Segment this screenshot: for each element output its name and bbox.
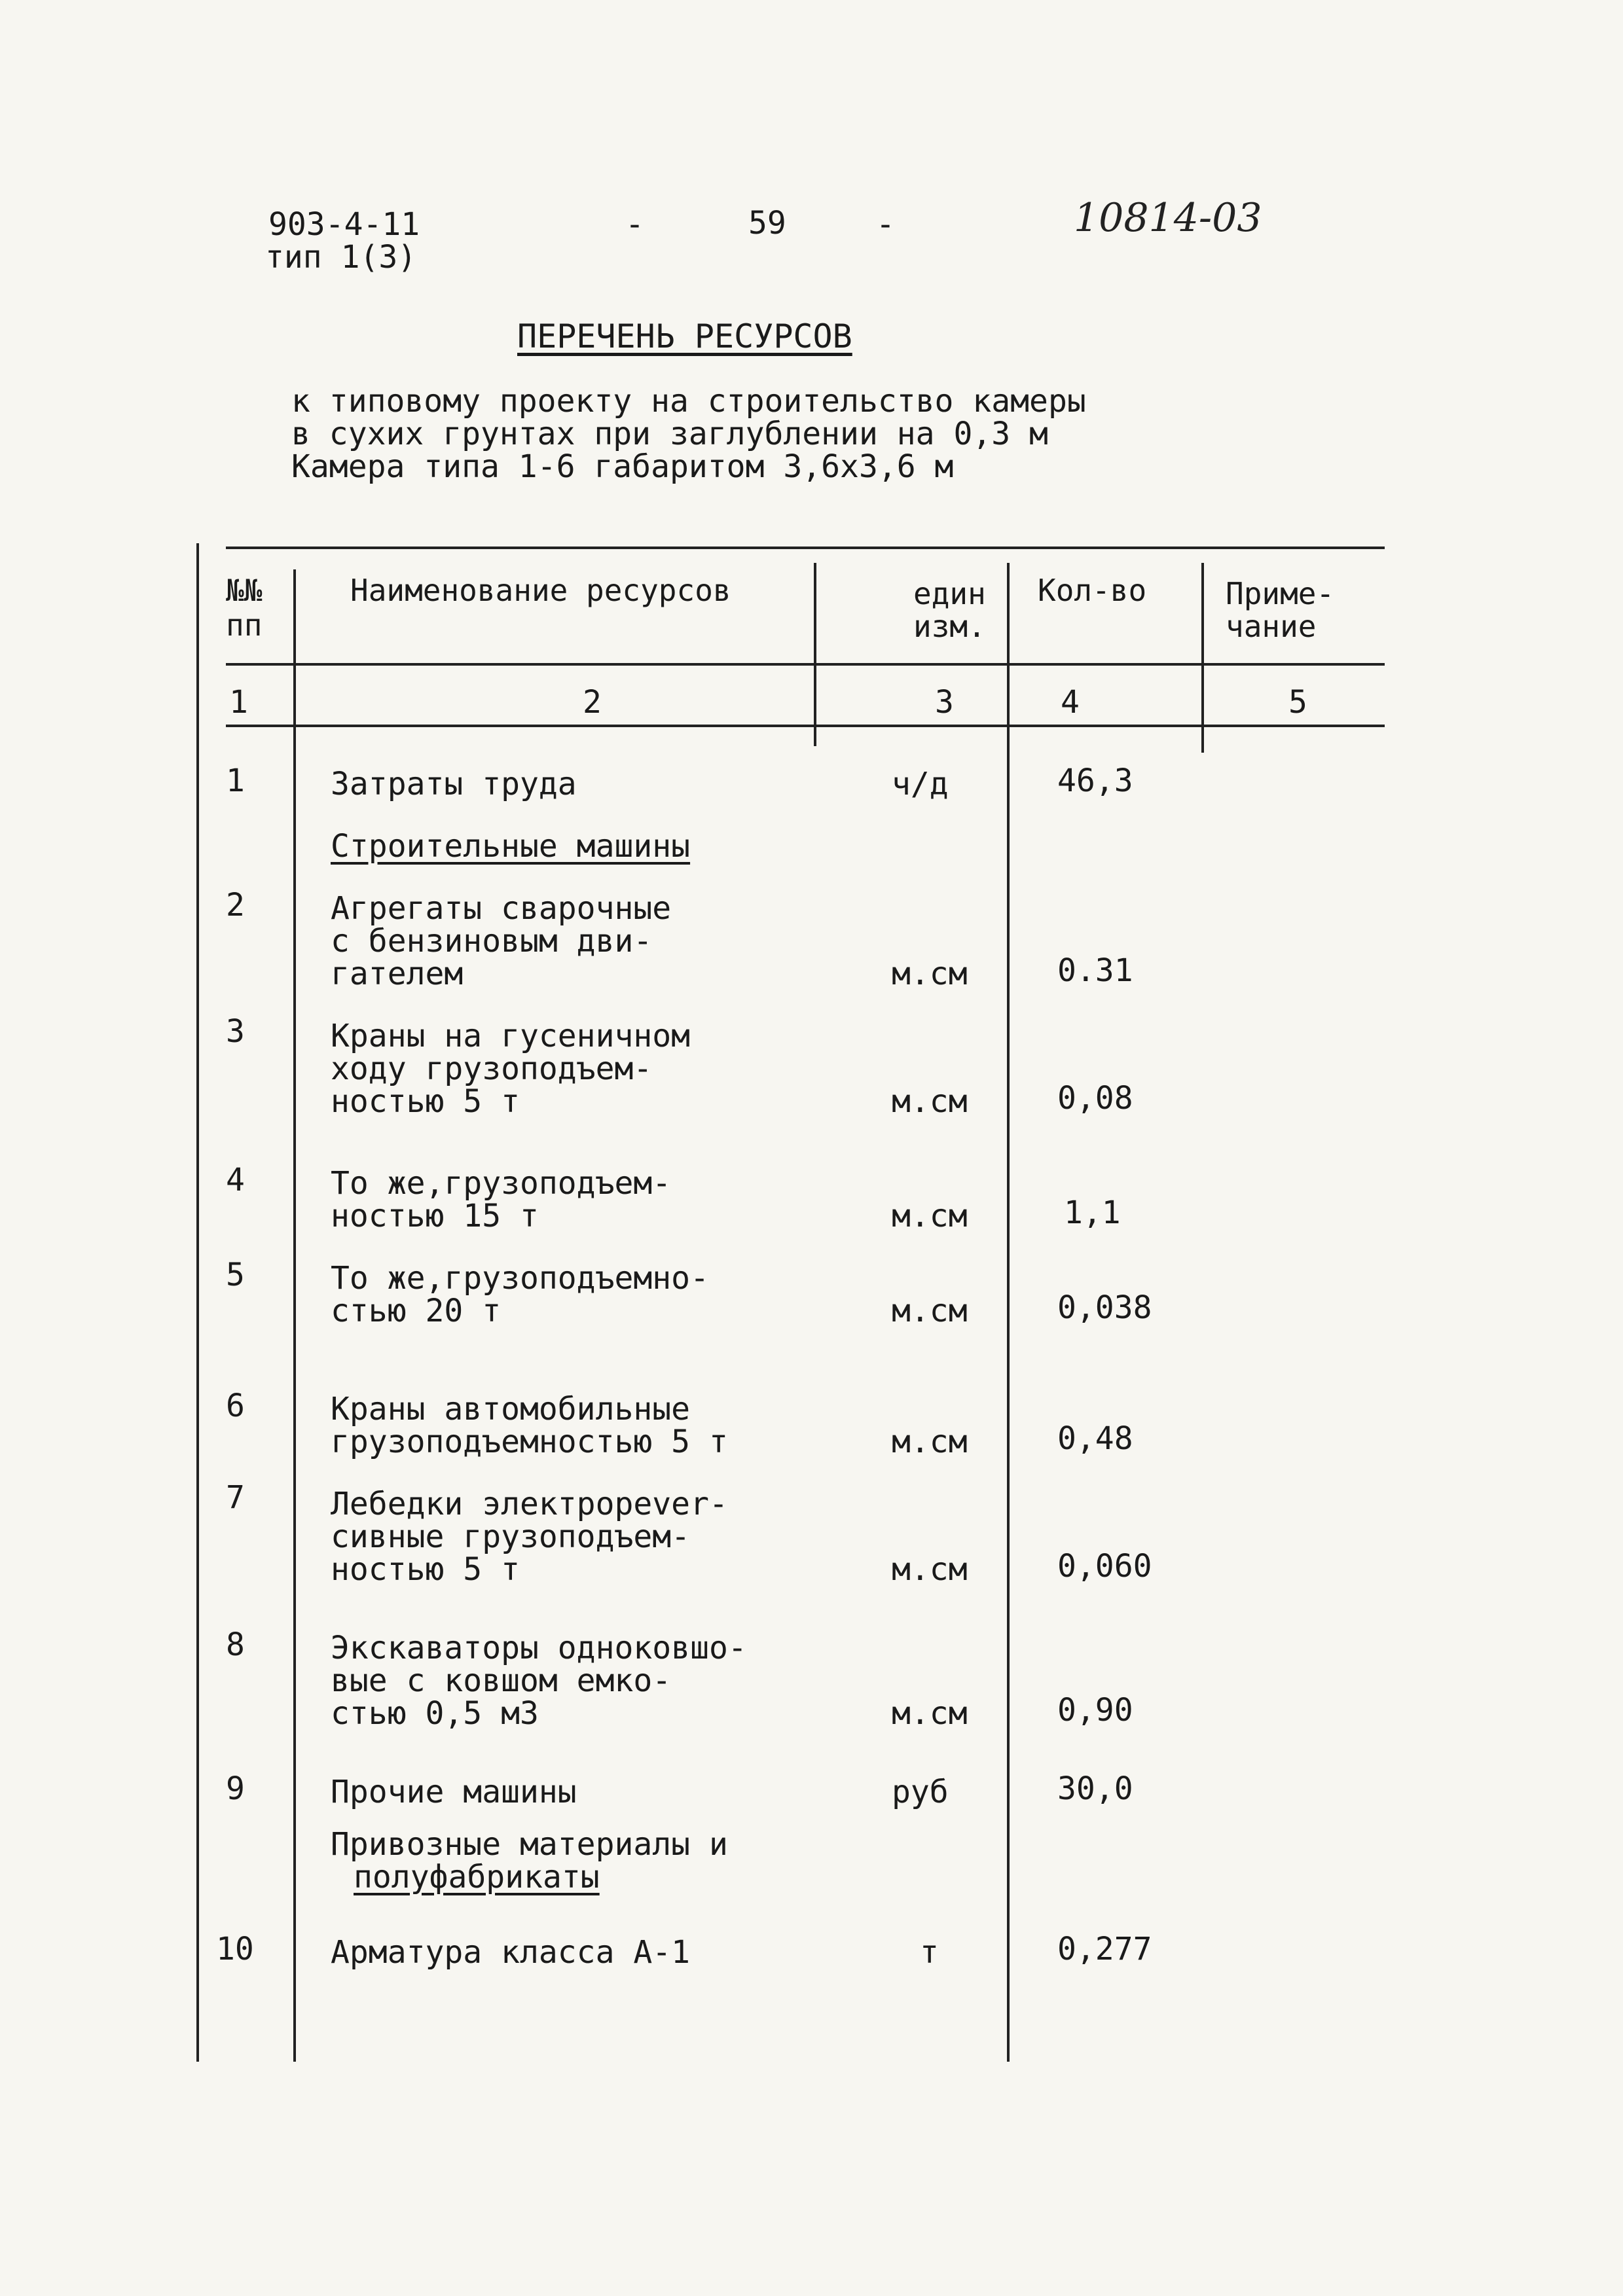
row-7-name-line-2: сивные грузоподъем- xyxy=(331,1518,691,1555)
subtitle-line-1: к типовому проекту на строительство камеры xyxy=(291,383,1086,420)
row-4-qty: 1,1 xyxy=(1064,1194,1121,1231)
header-num-line-2: пп xyxy=(226,607,263,643)
col-divider-2 xyxy=(814,563,816,746)
row-9-num: 9 xyxy=(226,1770,245,1807)
col-divider-1 xyxy=(293,569,296,2062)
header-unit-line-1: един xyxy=(913,576,986,611)
row-8-name-line-2: вые с ковшом емко- xyxy=(331,1662,672,1699)
row-5-name-line-1: То же,грузоподъемно- xyxy=(331,1260,709,1297)
row-8-unit: м.см xyxy=(892,1695,968,1732)
column-number-5: 5 xyxy=(1288,684,1307,721)
row-3-num: 3 xyxy=(226,1013,245,1050)
row-6-name-line-2: грузоподъемностью 5 т xyxy=(331,1424,728,1460)
row-1-unit: ч/д xyxy=(892,766,949,802)
row-7-name-line-1: Лебедки электрорever- xyxy=(331,1486,728,1522)
page-dash-right: - xyxy=(876,206,895,243)
row-3-name-line-1: Краны на гусеничном xyxy=(331,1018,691,1054)
subtitle-line-3: Камера типа 1-6 габаритом 3,6х3,6 м xyxy=(291,448,954,485)
handwritten-number: 10814-03 xyxy=(1074,195,1262,241)
row-3-name-line-2: ходу грузоподъем- xyxy=(331,1050,653,1087)
col-divider-4 xyxy=(1201,563,1204,753)
column-number-3: 3 xyxy=(935,684,954,721)
header-bottom-rule xyxy=(226,663,1385,666)
subtitle-line-2: в сухих грунтах при заглублении на 0,3 м xyxy=(291,416,1048,452)
row-3-name-line-3: ностью 5 т xyxy=(331,1083,520,1120)
row-1-qty: 46,3 xyxy=(1057,762,1133,799)
row-6-name-line-1: Краны автомобильные xyxy=(331,1391,691,1427)
section-heading-machines: Строительные машины xyxy=(331,828,691,865)
header-qty: Кол-во xyxy=(1038,573,1147,608)
section-heading-materials-line-2: полуфабрикаты xyxy=(354,1859,600,1895)
row-5-num: 5 xyxy=(226,1257,245,1293)
header-unit-line-2: изм. xyxy=(913,609,986,644)
row-8-name-line-1: Экскаваторы одноковшо- xyxy=(331,1630,747,1666)
row-7-qty: 0,060 xyxy=(1057,1548,1152,1585)
row-1-num: 1 xyxy=(226,762,245,799)
row-5-name-line-2: стью 20 т xyxy=(331,1293,501,1329)
row-6-num: 6 xyxy=(226,1388,245,1424)
column-number-4: 4 xyxy=(1061,684,1080,721)
row-8-name-line-3: стью 0,5 м3 xyxy=(331,1695,539,1732)
row-8-num: 8 xyxy=(226,1626,245,1663)
header-name: Наименование ресурсов xyxy=(350,573,731,608)
header-note-line-2: чание xyxy=(1226,609,1317,644)
row-3-qty: 0,08 xyxy=(1057,1080,1133,1117)
row-9-unit: руб xyxy=(892,1774,949,1810)
row-5-qty: 0,038 xyxy=(1057,1289,1152,1326)
column-number-2: 2 xyxy=(583,684,602,721)
row-9-qty: 30,0 xyxy=(1057,1770,1133,1807)
row-4-name-line-1: То же,грузоподъем- xyxy=(331,1165,672,1202)
row-3-unit: м.см xyxy=(892,1083,968,1120)
row-9-name: Прочие машины xyxy=(331,1774,577,1810)
row-7-num: 7 xyxy=(226,1479,245,1516)
row-10-name: Арматура класса А-1 xyxy=(331,1934,691,1971)
header-note-line-1: Приме- xyxy=(1226,576,1335,611)
col-divider-3 xyxy=(1007,563,1010,2062)
column-number-1: 1 xyxy=(229,684,248,721)
row-4-unit: м.см xyxy=(892,1198,968,1234)
row-2-num: 2 xyxy=(226,887,245,924)
row-2-name-line-2: с бензиновым дви- xyxy=(331,923,653,960)
row-6-qty: 0,48 xyxy=(1057,1420,1133,1457)
row-7-name-line-3: ностью 5 т xyxy=(331,1551,520,1588)
row-4-name-line-2: ностью 15 т xyxy=(331,1198,539,1234)
row-2-name-line-3: гателем xyxy=(331,956,464,992)
row-7-unit: м.см xyxy=(892,1551,968,1588)
page-title: ПЕРЕЧЕНЬ РЕСУРСОВ xyxy=(517,317,852,355)
row-2-unit: м.см xyxy=(892,956,968,992)
left-border xyxy=(196,543,199,2062)
row-4-num: 4 xyxy=(226,1162,245,1198)
table-top-rule xyxy=(226,547,1385,549)
row-8-qty: 0,90 xyxy=(1057,1692,1133,1729)
page-number: 59 xyxy=(748,205,786,242)
row-2-name-line-1: Агрегаты сварочные xyxy=(331,890,672,927)
section-heading-materials-line-1: Привозные материалы и xyxy=(331,1826,728,1863)
header-num-line-1: №№ xyxy=(226,573,263,608)
row-2-qty: 0.31 xyxy=(1057,952,1133,989)
row-5-unit: м.см xyxy=(892,1293,968,1329)
row-10-unit: т xyxy=(920,1934,939,1971)
document-code: 903-4-11 xyxy=(268,206,420,243)
document-type: тип 1(3) xyxy=(265,239,417,276)
row-1-name: Затраты труда xyxy=(331,766,577,802)
page-dash-left: - xyxy=(625,206,644,243)
colnum-bottom-rule xyxy=(226,725,1385,727)
row-10-num: 10 xyxy=(216,1931,254,1967)
row-6-unit: м.см xyxy=(892,1424,968,1460)
row-10-qty: 0,277 xyxy=(1057,1931,1152,1967)
